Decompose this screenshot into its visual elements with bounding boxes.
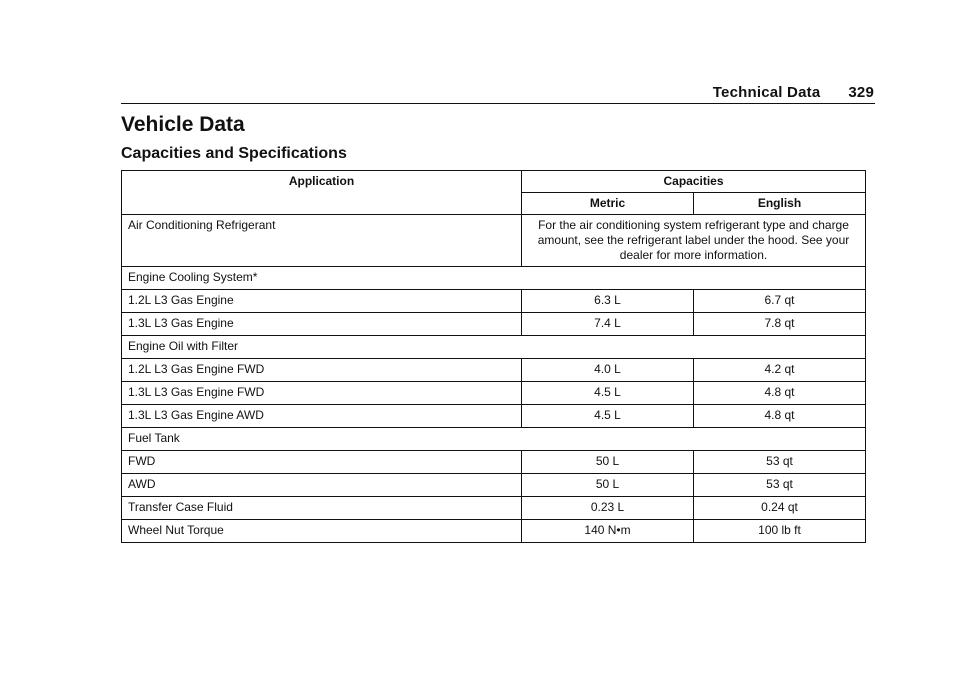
- page-number: 329: [848, 84, 874, 101]
- row-label: Air Conditioning Refrigerant: [122, 215, 522, 267]
- english-value: 53 qt: [694, 451, 866, 474]
- english-value: 4.8 qt: [694, 405, 866, 428]
- table-row: [122, 520, 866, 543]
- row-label: 1.3L L3 Gas Engine: [122, 313, 522, 336]
- capacities-table: [121, 170, 866, 543]
- table-row: [122, 382, 866, 405]
- section-subtitle: Capacities and Specifications: [121, 145, 347, 162]
- row-label: 1.2L L3 Gas Engine FWD: [122, 359, 522, 382]
- refrigerant-note: For the air conditioning system refrigerant type and charge amount, see the refrigerant label under the hood. See your dealer for more information.: [522, 215, 866, 267]
- row-label: 1.2L L3 Gas Engine: [122, 290, 522, 313]
- table-row: [122, 474, 866, 497]
- metric-value: 4.0 L: [522, 359, 694, 382]
- metric-value: 0.23 L: [522, 497, 694, 520]
- col-header-metric: Metric: [522, 193, 694, 215]
- col-header-english: English: [694, 193, 866, 215]
- table-row: [122, 451, 866, 474]
- table-row: [122, 215, 866, 267]
- page-title: Vehicle Data: [121, 113, 245, 136]
- metric-value: 50 L: [522, 451, 694, 474]
- english-value: 0.24 qt: [694, 497, 866, 520]
- group-row: [122, 428, 866, 451]
- metric-value: 4.5 L: [522, 382, 694, 405]
- group-row: [122, 336, 866, 359]
- row-label: Wheel Nut Torque: [122, 520, 522, 543]
- group-label: Fuel Tank: [122, 428, 866, 451]
- row-label: Transfer Case Fluid: [122, 497, 522, 520]
- english-value: 4.2 qt: [694, 359, 866, 382]
- metric-value: 4.5 L: [522, 405, 694, 428]
- metric-value: 50 L: [522, 474, 694, 497]
- metric-value: 7.4 L: [522, 313, 694, 336]
- table-row: [122, 405, 866, 428]
- table-row: [122, 497, 866, 520]
- group-label: Engine Oil with Filter: [122, 336, 866, 359]
- english-value: 53 qt: [694, 474, 866, 497]
- english-value: 4.8 qt: [694, 382, 866, 405]
- english-value: 7.8 qt: [694, 313, 866, 336]
- group-row: [122, 267, 866, 290]
- header-rule: [121, 103, 875, 104]
- col-header-capacities: Capacities: [522, 171, 866, 193]
- row-label: AWD: [122, 474, 522, 497]
- row-label: 1.3L L3 Gas Engine FWD: [122, 382, 522, 405]
- english-value: 100 lb ft: [694, 520, 866, 543]
- table-row: [122, 313, 866, 336]
- row-label: FWD: [122, 451, 522, 474]
- running-head: [713, 84, 874, 101]
- table-row: [122, 290, 866, 313]
- table-row: [122, 359, 866, 382]
- row-label: 1.3L L3 Gas Engine AWD: [122, 405, 522, 428]
- metric-value: 6.3 L: [522, 290, 694, 313]
- metric-value: 140 N•m: [522, 520, 694, 543]
- section-name: Technical Data: [712, 84, 821, 101]
- english-value: 6.7 qt: [694, 290, 866, 313]
- col-header-application: Application: [122, 171, 522, 215]
- group-label: Engine Cooling System*: [122, 267, 866, 290]
